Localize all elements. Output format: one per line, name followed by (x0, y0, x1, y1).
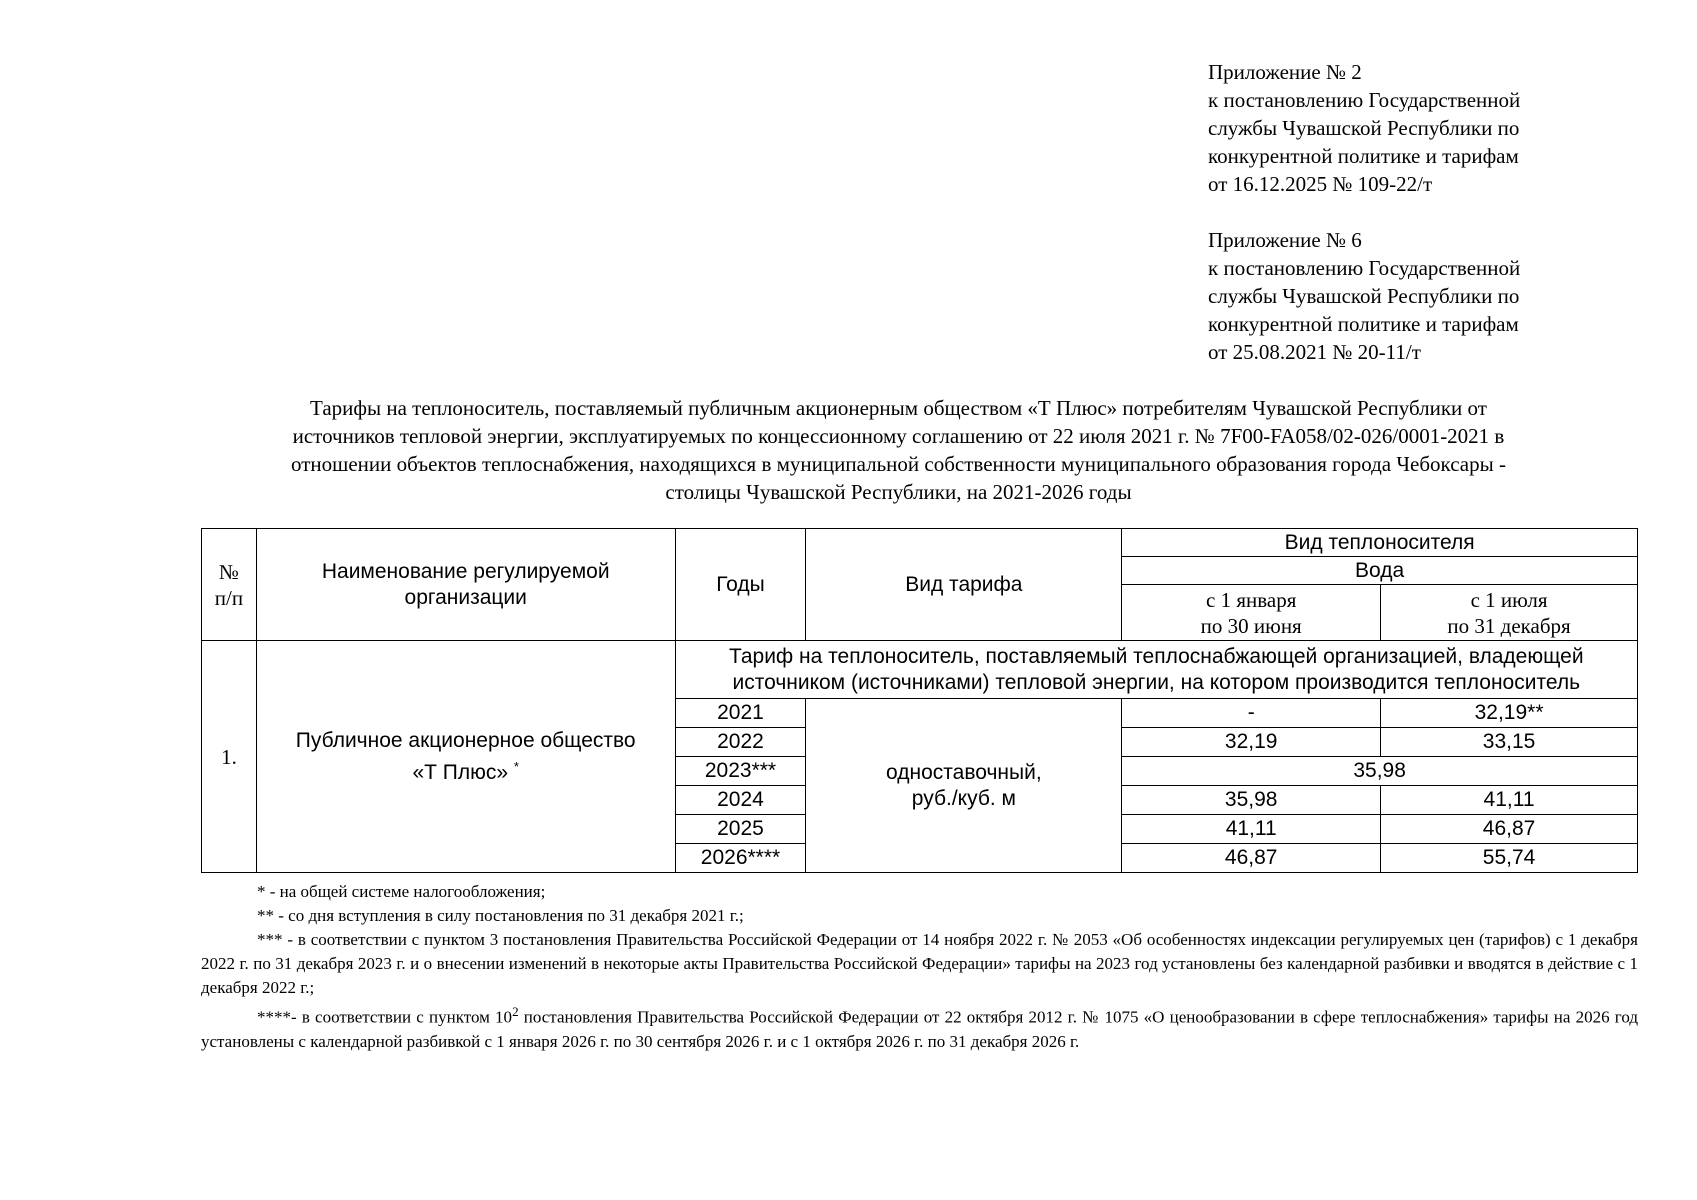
footnote-2: ** - со дня вступления в силу постановления по 31 декабря 2021 г.; (257, 906, 744, 925)
tariff-value-merged: 35,98 (1122, 757, 1638, 786)
organization-name: Публичное акционерное общество «Т Плюс» * (256, 641, 675, 873)
year-cell: 2021 (675, 699, 806, 728)
header-period-2: с 1 июля по 31 декабря (1381, 585, 1638, 641)
header-tariff-type: Вид тарифа (806, 529, 1122, 641)
year-cell: 2025 (675, 815, 806, 844)
tariff-value-h1: - (1122, 699, 1381, 728)
appendix-6-line: службы Чувашской Республики по (1208, 284, 1520, 308)
footnote-3: *** - в соответствии с пунктом 3 постановления Правительства Российской Федерации от 14 ноября 2022 г. № 2053 «Об особенностях индексации регулируемых цен (тарифов) с 1 декабря 2022 г. по 31 декабря 2023 г. и о внесении изменений в некоторые акты Правительства Российской Федерации» тарифы на 2023 год установлены без календарной разбивки и вводятся в действие с 1 декабря 2022 г.; (201, 930, 1638, 997)
year-cell: 2022 (675, 728, 806, 757)
title-line: источников тепловой энергии, эксплуатируемых по концессионному соглашению от 22 июля 2021 г. № 7F00-FA058/02-026/0001-2021 в (292, 424, 1505, 448)
tariff-value-h2: 55,74 (1381, 844, 1638, 873)
header-organization: Наименование регулируемой организации (256, 529, 675, 641)
tariff-value-h1: 32,19 (1122, 728, 1381, 757)
appendix-6-line: конкурентной политике и тарифам (1208, 312, 1519, 336)
footnote-mark: * (513, 758, 519, 774)
appendix-2-line: от 16.12.2025 № 109-22/т (1208, 172, 1433, 196)
appendix-6-header (1208, 226, 1520, 366)
header-water: Вода (1122, 557, 1638, 585)
footnote-1: * - на общей системе налогообложения; (257, 882, 546, 901)
row-number: 1. (202, 641, 257, 873)
header-carrier-type: Вид теплоносителя (1122, 529, 1638, 557)
tariff-value-h2: 46,87 (1381, 815, 1638, 844)
tariff-value-h2: 41,11 (1381, 786, 1638, 815)
year-cell: 2024 (675, 786, 806, 815)
appendix-2-line: службы Чувашской Республики по (1208, 116, 1520, 140)
footnote-4: ****- в соответствии с пунктом $10^2$ постановления Правительства Российской Федерации от 22 октября 2012 г. № 1075 «О ценообразовании в сфере теплоснабжения» тарифы на 2026 год установлены с календарной разбивкой с 1 января 2026 г. по 30 сентября 2026 г. и с 1 октября 2026 г. по 31 декабря 2026 г. (201, 1004, 1638, 1051)
footnotes (201, 880, 1638, 1054)
tariff-value-h1: 41,11 (1122, 815, 1381, 844)
tariff-value-h2: 32,19** (1381, 699, 1638, 728)
title-line: Тарифы на теплоноситель, поставляемый публичным акционерным обществом «Т Плюс» потребителям Чувашской Республики от (310, 396, 1487, 420)
appendix-6-line: Приложение № 6 (1208, 228, 1362, 252)
tariff-value-h2: 33,15 (1381, 728, 1638, 757)
appendix-2-header (1208, 58, 1520, 198)
appendix-2-line: Приложение № 2 (1208, 60, 1362, 84)
title-line: столицы Чувашской Республики, на 2021-2026 годы (665, 480, 1132, 504)
tariff-table (201, 528, 1638, 873)
title-line: отношении объектов теплоснабжения, находящихся в муниципальной собственности муниципального образования города Чебоксары - (291, 452, 1506, 476)
appendix-6-line: к постановлению Государственной (1208, 256, 1521, 280)
tariff-kind: одноставочный, руб./куб. м (806, 699, 1122, 873)
appendix-2-line: к постановлению Государственной (1208, 88, 1521, 112)
header-number: № п/п (202, 529, 257, 641)
year-cell: 2026**** (675, 844, 806, 873)
appendix-6-line: от 25.08.2021 № 20-11/т (1208, 340, 1421, 364)
document-title (200, 394, 1597, 506)
header-period-1: с 1 января по 30 июня (1122, 585, 1381, 641)
section-heading: Тариф на теплоноситель, поставляемый теплоснабжающей организацией, владеющей источником (источниками) тепловой энергии, на котором производится теплоноситель (675, 641, 1637, 699)
tariff-value-h1: 46,87 (1122, 844, 1381, 873)
tariff-value-h1: 35,98 (1122, 786, 1381, 815)
appendix-2-line: конкурентной политике и тарифам (1208, 144, 1519, 168)
header-years: Годы (675, 529, 806, 641)
year-cell: 2023*** (675, 757, 806, 786)
